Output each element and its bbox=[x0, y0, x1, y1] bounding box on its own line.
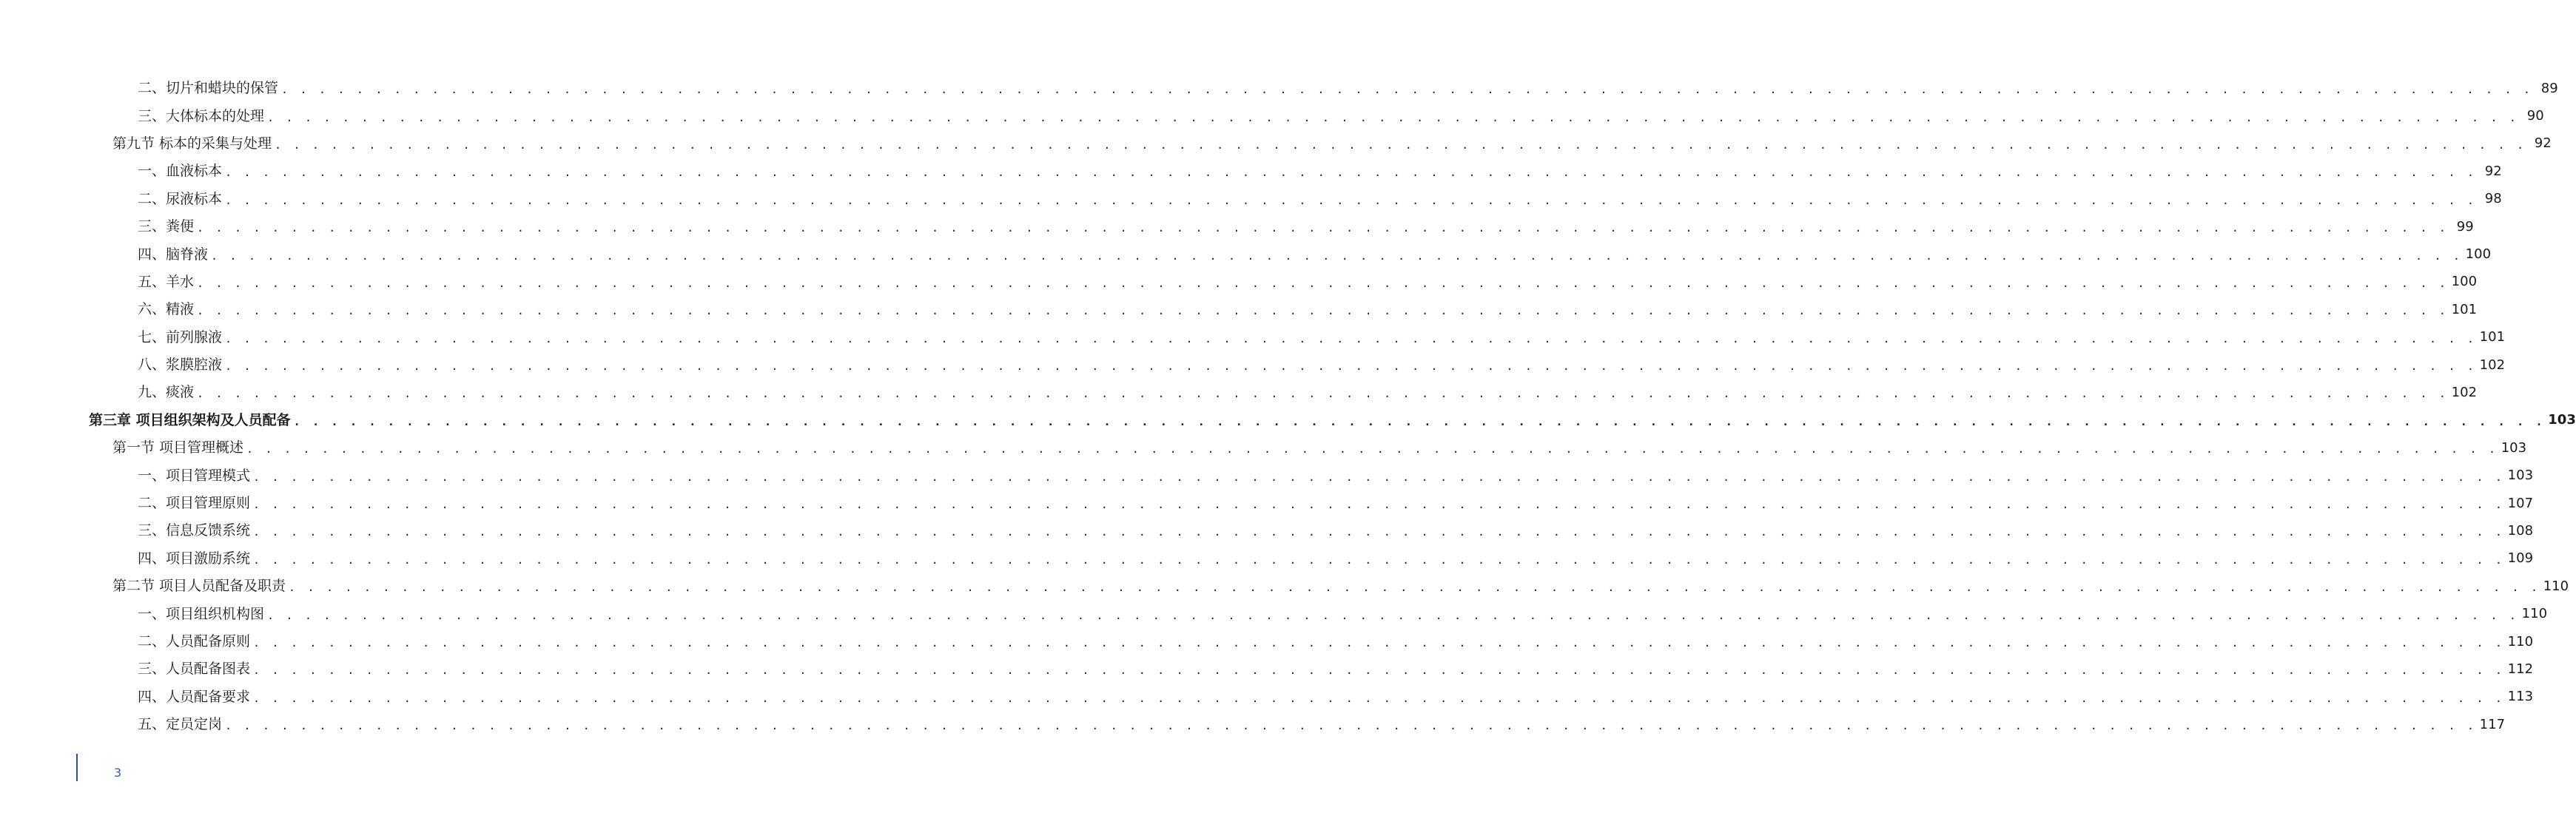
toc-entry-item[interactable] bbox=[0, 75, 2558, 102]
toc-entry-page-number: 112 bbox=[2507, 661, 2534, 677]
toc-entry-item[interactable] bbox=[0, 269, 2478, 296]
toc-entry-item[interactable] bbox=[0, 186, 2502, 213]
table-of-contents bbox=[0, 75, 2576, 738]
toc-entry-page-number: 99 bbox=[2456, 218, 2474, 235]
toc-leader-dots: . . . . . . . . . . . . . . . . . . . . . . . . . . . . . . . . . . . . . . . . . . . . . . . . . . . . . . . . . . . . . . . . . . . . . . . . . . . . . . . . . . . . . . . . . . . . . . . . . . . . . . . . . . . . . . . . . . . . . . . . bbox=[253, 498, 2505, 512]
toc-entry-page-number: 117 bbox=[2479, 716, 2506, 732]
toc-entry-title: 八、浆膜腔液 bbox=[138, 357, 223, 374]
toc-entry-title: 第九节 标本的采集与处理 bbox=[112, 135, 272, 152]
footer-rule bbox=[76, 754, 78, 781]
toc-leader-dots: . . . . . . . . . . . . . . . . . . . . . . . . . . . . . . . . . . . . . . . . . . . . . . . . . . . . . . . . . . . . . . . . . . . . . . . . . . . . . . . . . . . . . . . . . . . . . . . . . . . . . . . . . . . . . . . . . . . . . . . . bbox=[253, 691, 2505, 705]
toc-entry-title: 六、精液 bbox=[138, 301, 195, 318]
toc-entry-page-number: 90 bbox=[2526, 108, 2544, 124]
toc-entry-item[interactable] bbox=[0, 351, 2506, 379]
toc-leader-dots: . . . . . . . . . . . . . . . . . . . . . . . . . . . . . . . . . . . . . . . . . . . . . . . . . . . . . . . . . . . . . . . . . . . . . . . . . . . . . . . . . . . . . . . . . . . . . . . . . . . . . . . . . . . . . . . . . . . . . . . . bbox=[225, 331, 2477, 345]
toc-entry-title: 四、项目激励系统 bbox=[138, 550, 251, 567]
toc-entry-item[interactable] bbox=[0, 490, 2534, 517]
toc-leader-dots: . . . . . . . . . . . . . . . . . . . . . . . . . . . . . . . . . . . . . . . . . . . . . . . . . . . . . . . . . . . . . . . . . . . . . . . . . . . . . . . . . . . . . . . . . . . . . . . . . . . . . . . . . . . . . . . . . . . . . . . . bbox=[275, 138, 2526, 152]
toc-leader-dots: . . . . . . . . . . . . . . . . . . . . . . . . . . . . . . . . . . . . . . . . . . . . . . . . . . . . . . . . . . . . . . . . . . . . . . . . . . . . . . . . . . . . . . . . . . . . . . . . . . . . . . . . . . . . . . . . . . . . . . . . bbox=[253, 470, 2505, 484]
toc-entry-page-number: 103 bbox=[2507, 468, 2534, 484]
toc-entry-title: 七、前列腺液 bbox=[138, 328, 223, 345]
toc-leader-dots: . . . . . . . . . . . . . . . . . . . . . . . . . . . . . . . . . . . . . . . . . . . . . . . . . . . . . . . . . . . . . . . . . . . . . . . . . . . . . . . . . . . . . . . . . . . . . . . . . . . . . . . . . . . . . . . . . . . . . . . . bbox=[211, 249, 2463, 263]
toc-leader-dots: . . . . . . . . . . . . . . . . . . . . . . . . . . . . . . . . . . . . . . . . . . . . . . . . . . . . . . . . . . . . . . . . . . . . . . . . . . . . . . . . . . . . . . . . . . . . . . . . . . . . . . . . . . . . . . . . . . . . . . . . bbox=[197, 276, 2449, 290]
toc-entry-item[interactable] bbox=[0, 240, 2492, 268]
toc-leader-dots: . . . . . . . . . . . . . . . . . . . . . . . . . . . . . . . . . . . . . . . . . . . . . . . . . . . . . . . . . . . . . . . . . . . . . . . . . . . . . . . . . . . . . . . . . . . . . . . . . . . . . . . . . . . . . . . . . . . . . . . . bbox=[253, 664, 2505, 678]
toc-entry-item[interactable] bbox=[0, 102, 2544, 129]
toc-leader-dots: . . . . . . . . . . . . . . . . . . . . . . . . . . . . . . . . . . . . . . . . . . . . . . . . . . . . . . . . . . . . . . . . . . . . . . . . . . . . . . . . . . . . . . . . . . . . . . . . . . . . . . . . . . . . . . . . . . . . . . . . bbox=[267, 110, 2519, 124]
toc-entry-page-number: 89 bbox=[2540, 80, 2558, 96]
toc-leader-dots: . . . . . . . . . . . . . . . . . . . . . . . . . . . . . . . . . . . . . . . . . . . . . . . . . . . . . . . . . . . . . . . . . . . . . . . . . . . . . . . . . . . . . . . . . . . . . . . . . . . . . . . . . . . . . . . . . . . . . . . . bbox=[197, 221, 2449, 235]
toc-entry-item[interactable] bbox=[0, 296, 2478, 323]
toc-entry-title: 五、定员定岗 bbox=[138, 716, 223, 733]
toc-entry-title: 二、切片和蜡块的保管 bbox=[138, 80, 279, 97]
toc-entry-page-number: 108 bbox=[2507, 522, 2534, 539]
toc-entry-page-number: 92 bbox=[2534, 135, 2552, 152]
toc-entry-page-number: 102 bbox=[2479, 357, 2506, 373]
toc-entry-title: 一、项目组织机构图 bbox=[138, 605, 265, 622]
toc-entry-section[interactable] bbox=[0, 573, 2569, 600]
toc-leader-dots: . . . . . . . . . . . . . . . . . . . . . . . . . . . . . . . . . . . . . . . . . . . . . . . . . . . . . . . . . . . . . . . . . . . . . . . . . . . . . . . . . . . . . . . . . . . . . . . . . . . . . . . . . . . . . . . . . . . . . . . . bbox=[225, 193, 2477, 207]
toc-entry-page-number: 109 bbox=[2507, 550, 2534, 567]
toc-leader-dots: . . . . . . . . . . . . . . . . . . . . . . . . . . . . . . . . . . . . . . . . . . . . . . . . . . . . . . . . . . . . . . . . . . . . . . . . . . . . . . . . . . . . . . . . . . . . . . . . . . . . . . . . . . . . . . . . . . . . . . . . bbox=[281, 83, 2533, 97]
toc-entry-page-number: 110 bbox=[2543, 578, 2569, 594]
toc-entry-page-number: 113 bbox=[2507, 689, 2534, 705]
toc-entry-item[interactable] bbox=[0, 379, 2478, 406]
toc-leader-dots: . . . . . . . . . . . . . . . . . . . . . . . . . . . . . . . . . . . . . . . . . . . . . . . . . . . . . . . . . . . . . . . . . . . . . . . . . . . . . . . . . . . . . . . . . . . . . . . . . . . . . . . . . . . . . . . . . . . . . . . . bbox=[253, 553, 2505, 567]
toc-leader-dots: . . . . . . . . . . . . . . . . . . . . . . . . . . . . . . . . . . . . . . . . . . . . . . . . . . . . . . . . . . . . . . . . . . . . . . . . . . . . . . . . . . . . . . . . . . . . . . . . . . . . . . . . . . . . . . . . . . . . . . . . bbox=[293, 414, 2546, 428]
page-number: 3 bbox=[114, 766, 122, 780]
toc-entry-item[interactable] bbox=[0, 600, 2548, 627]
toc-entry-page-number: 102 bbox=[2451, 384, 2478, 400]
toc-entry-title: 三、粪便 bbox=[138, 218, 195, 235]
toc-leader-dots: . . . . . . . . . . . . . . . . . . . . . . . . . . . . . . . . . . . . . . . . . . . . . . . . . . . . . . . . . . . . . . . . . . . . . . . . . . . . . . . . . . . . . . . . . . . . . . . . . . . . . . . . . . . . . . . . . . . . . . . . bbox=[197, 304, 2449, 318]
toc-entry-title: 九、痰液 bbox=[138, 384, 195, 401]
toc-entry-item[interactable] bbox=[0, 545, 2534, 573]
toc-leader-dots: . . . . . . . . . . . . . . . . . . . . . . . . . . . . . . . . . . . . . . . . . . . . . . . . . . . . . . . . . . . . . . . . . . . . . . . . . . . . . . . . . . . . . . . . . . . . . . . . . . . . . . . . . . . . . . . . . . . . . . . . bbox=[225, 360, 2477, 374]
toc-entry-title: 第二节 项目人员配备及职责 bbox=[112, 578, 286, 595]
toc-entry-title: 二、人员配备原则 bbox=[138, 633, 251, 650]
toc-entry-item[interactable] bbox=[0, 711, 2506, 738]
toc-entry-item[interactable] bbox=[0, 158, 2502, 185]
toc-entry-item[interactable] bbox=[0, 324, 2506, 351]
toc-entry-title: 一、项目管理模式 bbox=[138, 467, 251, 484]
toc-entry-title: 三、大体标本的处理 bbox=[138, 107, 265, 124]
toc-entry-title: 第三章 项目组织架构及人员配备 bbox=[89, 411, 291, 428]
toc-leader-dots: . . . . . . . . . . . . . . . . . . . . . . . . . . . . . . . . . . . . . . . . . . . . . . . . . . . . . . . . . . . . . . . . . . . . . . . . . . . . . . . . . . . . . . . . . . . . . . . . . . . . . . . . . . . . . . . . . . . . . . . . bbox=[197, 387, 2449, 401]
toc-entry-section[interactable] bbox=[0, 130, 2552, 158]
toc-entry-section[interactable] bbox=[0, 434, 2527, 462]
toc-entry-item[interactable] bbox=[0, 213, 2474, 240]
toc-leader-dots: . . . . . . . . . . . . . . . . . . . . . . . . . . . . . . . . . . . . . . . . . . . . . . . . . . . . . . . . . . . . . . . . . . . . . . . . . . . . . . . . . . . . . . . . . . . . . . . . . . . . . . . . . . . . . . . . . . . . . . . . bbox=[253, 525, 2505, 539]
toc-entry-item[interactable] bbox=[0, 462, 2534, 489]
toc-leader-dots: . . . . . . . . . . . . . . . . . . . . . . . . . . . . . . . . . . . . . . . . . . . . . . . . . . . . . . . . . . . . . . . . . . . . . . . . . . . . . . . . . . . . . . . . . . . . . . . . . . . . . . . . . . . . . . . . . . . . . . . . bbox=[225, 166, 2477, 180]
toc-entry-item[interactable] bbox=[0, 684, 2534, 711]
toc-entry-page-number: 101 bbox=[2451, 301, 2478, 317]
toc-entry-title: 三、信息反馈系统 bbox=[138, 522, 251, 539]
toc-entry-page-number: 110 bbox=[2521, 606, 2548, 622]
toc-entry-page-number: 92 bbox=[2484, 163, 2502, 179]
toc-entry-page-number: 100 bbox=[2465, 246, 2492, 263]
toc-leader-dots: . . . . . . . . . . . . . . . . . . . . . . . . . . . . . . . . . . . . . . . . . . . . . . . . . . . . . . . . . . . . . . . . . . . . . . . . . . . . . . . . . . . . . . . . . . . . . . . . . . . . . . . . . . . . . . . . . . . . . . . . bbox=[246, 442, 2498, 456]
toc-entry-item[interactable] bbox=[0, 517, 2534, 544]
toc-entry-page-number: 107 bbox=[2507, 495, 2534, 511]
toc-entry-item[interactable] bbox=[0, 628, 2534, 655]
toc-entry-page-number: 110 bbox=[2507, 633, 2534, 650]
toc-entry-title: 三、人员配备图表 bbox=[138, 661, 251, 678]
toc-entry-page-number: 101 bbox=[2479, 329, 2506, 345]
toc-entry-page-number: 103 bbox=[2548, 412, 2576, 428]
toc-entry-page-number: 100 bbox=[2451, 274, 2478, 290]
toc-entry-page-number: 98 bbox=[2484, 191, 2502, 207]
toc-leader-dots: . . . . . . . . . . . . . . . . . . . . . . . . . . . . . . . . . . . . . . . . . . . . . . . . . . . . . . . . . . . . . . . . . . . . . . . . . . . . . . . . . . . . . . . . . . . . . . . . . . . . . . . . . . . . . . . . . . . . . . . . bbox=[253, 636, 2505, 650]
toc-entry-title: 第一节 项目管理概述 bbox=[112, 439, 244, 456]
toc-entry-title: 四、人员配备要求 bbox=[138, 688, 251, 705]
toc-entry-page-number: 103 bbox=[2501, 439, 2527, 456]
toc-leader-dots: . . . . . . . . . . . . . . . . . . . . . . . . . . . . . . . . . . . . . . . . . . . . . . . . . . . . . . . . . . . . . . . . . . . . . . . . . . . . . . . . . . . . . . . . . . . . . . . . . . . . . . . . . . . . . . . . . . . . . . . . bbox=[267, 608, 2519, 622]
toc-entry-title: 五、羊水 bbox=[138, 273, 195, 290]
toc-entry-item[interactable] bbox=[0, 655, 2534, 683]
toc-leader-dots: . . . . . . . . . . . . . . . . . . . . . . . . . . . . . . . . . . . . . . . . . . . . . . . . . . . . . . . . . . . . . . . . . . . . . . . . . . . . . . . . . . . . . . . . . . . . . . . . . . . . . . . . . . . . . . . . . . . . . . . . bbox=[225, 719, 2477, 733]
toc-entry-title: 二、尿液标本 bbox=[138, 190, 223, 207]
toc-entry-title: 二、项目管理原则 bbox=[138, 495, 251, 512]
toc-entry-title: 一、血液标本 bbox=[138, 163, 223, 180]
toc-entry-title: 四、脑脊液 bbox=[138, 246, 209, 263]
toc-entry-chapter[interactable] bbox=[0, 407, 2576, 434]
toc-leader-dots: . . . . . . . . . . . . . . . . . . . . . . . . . . . . . . . . . . . . . . . . . . . . . . . . . . . . . . . . . . . . . . . . . . . . . . . . . . . . . . . . . . . . . . . . . . . . . . . . . . . . . . . . . . . . . . . . . . . . . . . . bbox=[289, 581, 2540, 595]
